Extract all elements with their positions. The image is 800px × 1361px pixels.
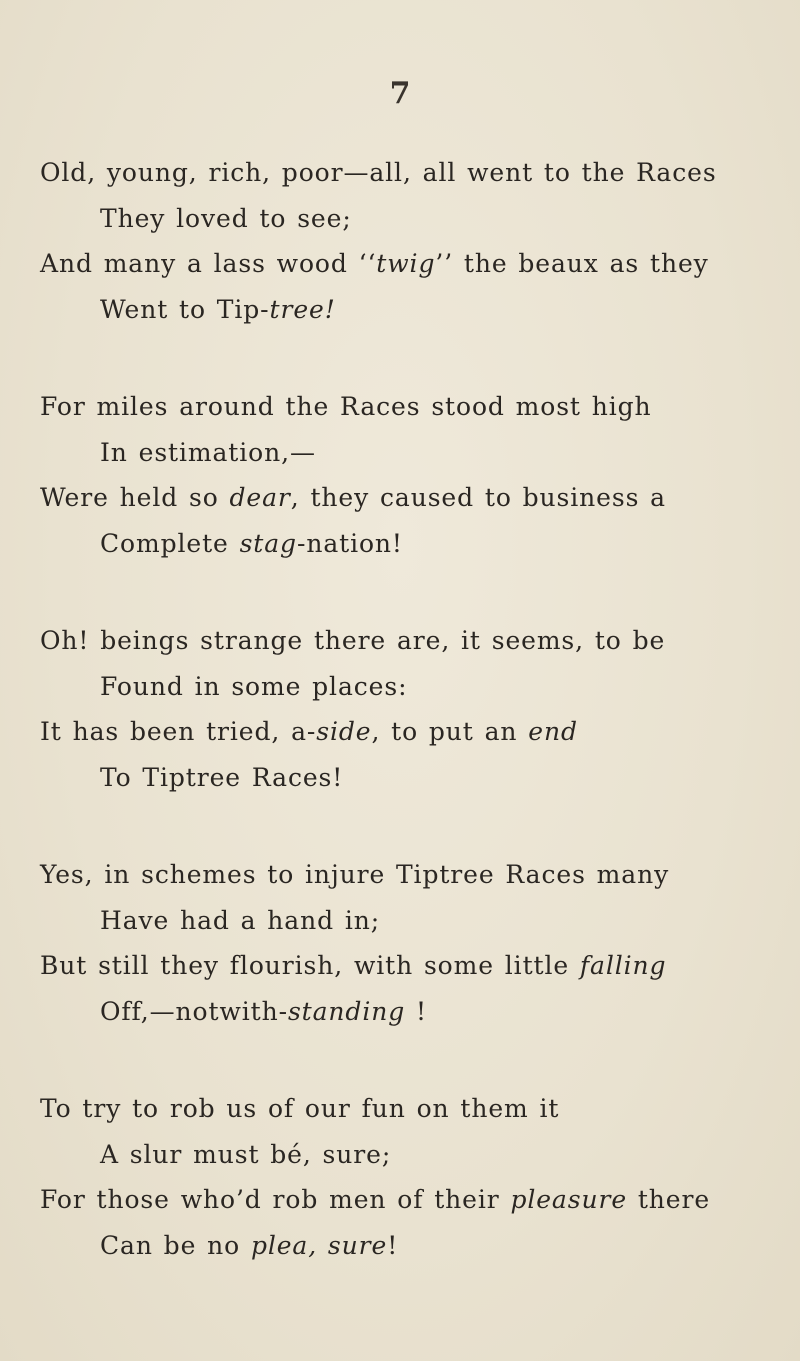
- poem-line: To Tiptree Races!: [100, 762, 344, 792]
- poem-line: In estimation,—: [100, 437, 316, 467]
- poem-line: To try to rob us of our fun on them it: [40, 1094, 560, 1123]
- italic-word: pleasure: [510, 1185, 628, 1214]
- poem-line: [40, 241, 780, 287]
- poem-line: [40, 475, 780, 521]
- line-text: there: [627, 1185, 711, 1214]
- italic-word: tree!: [269, 294, 336, 324]
- poem-line: Old, young, rich, poor—all, all went to the Races: [40, 158, 717, 187]
- line-text: Complete: [100, 528, 240, 558]
- italic-word: standing: [287, 996, 406, 1026]
- italic-word: twig: [376, 249, 436, 278]
- poem-line: Found in some places:: [100, 671, 408, 701]
- line-text: , to put an: [371, 717, 529, 746]
- italic-word: end: [528, 717, 578, 746]
- poem-line: Oh! beings strange there are, it seems, to be: [40, 626, 666, 655]
- line-text: Were held so: [40, 483, 230, 512]
- poem-line: Yes, in schemes to injure Tiptree Races many: [40, 860, 670, 889]
- line-text: Went to Tip-: [100, 294, 270, 324]
- page-number: 7: [389, 76, 411, 111]
- poem-line: They loved to see;: [100, 203, 352, 233]
- line-text: !: [387, 1230, 399, 1260]
- line-text: But still they flourish, with some little: [40, 951, 580, 980]
- line-text: -nation!: [296, 528, 403, 558]
- line-text: ’’ the beaux as they: [435, 249, 709, 278]
- line-text: , they caused to business a: [290, 483, 666, 512]
- italic-word: plea, sure: [250, 1230, 388, 1260]
- poem-line: [40, 1223, 780, 1269]
- line-text: And many a lass wood ‘‘: [40, 249, 377, 278]
- line-text: Off,—notwith-: [100, 996, 288, 1026]
- italic-word: stag: [239, 528, 297, 558]
- line-text: For those who’d rob men of their: [40, 1185, 511, 1214]
- line-text: !: [405, 996, 427, 1026]
- stanza-1: [40, 150, 780, 332]
- poem-line: Have had a hand in;: [100, 905, 381, 935]
- stanza-5: [40, 1086, 780, 1268]
- poem-line: [40, 521, 780, 567]
- stanza-2: [40, 384, 780, 566]
- italic-word: dear: [229, 483, 291, 512]
- poem-line: A slur must bé, sure;: [100, 1139, 392, 1169]
- poem-line: [40, 1177, 780, 1223]
- poem-line: [40, 989, 780, 1035]
- italic-word: side: [316, 717, 372, 746]
- stanza-4: [40, 852, 780, 1034]
- stanza-3: [40, 618, 780, 800]
- line-text: Can be no: [100, 1230, 251, 1260]
- poem-line: [40, 709, 780, 755]
- poem-line: [40, 943, 780, 989]
- poem-line: [40, 287, 780, 333]
- poem-line: For miles around the Races stood most high: [40, 392, 652, 421]
- italic-word: falling: [579, 951, 667, 980]
- line-text: It has been tried, a-: [40, 717, 317, 746]
- poem: [40, 150, 780, 1320]
